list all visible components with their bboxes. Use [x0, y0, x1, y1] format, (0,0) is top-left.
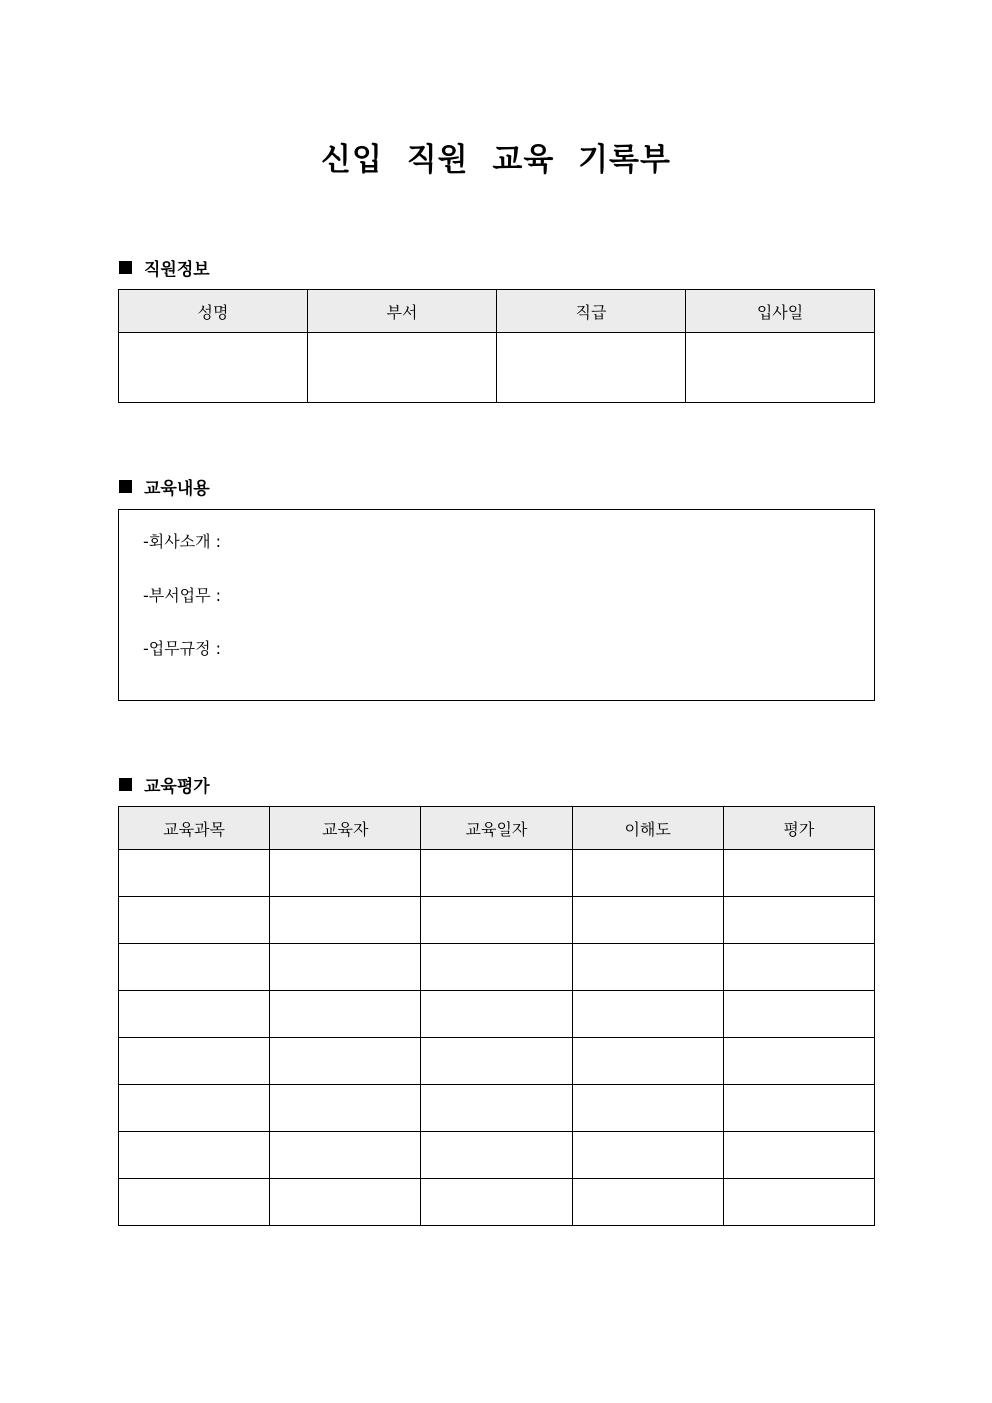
square-bullet-icon — [119, 778, 132, 791]
table-cell[interactable] — [421, 991, 572, 1038]
page-title: 신입 직원 교육 기록부 — [321, 142, 671, 178]
table-row — [119, 991, 875, 1038]
table-row — [119, 1038, 875, 1085]
table-row — [119, 897, 875, 944]
content-line-department-work: -부서업무 : — [143, 586, 222, 605]
square-bullet-icon — [119, 480, 132, 493]
table-cell[interactable] — [270, 944, 421, 991]
table-cell[interactable] — [270, 1085, 421, 1132]
table-cell[interactable] — [572, 1132, 723, 1179]
table-cell[interactable] — [270, 897, 421, 944]
table-cell[interactable] — [119, 1132, 270, 1179]
table-header-row — [119, 290, 875, 333]
table-row — [119, 850, 875, 897]
table-cell[interactable] — [572, 897, 723, 944]
table-header-row — [119, 807, 875, 850]
table-cell[interactable] — [572, 1179, 723, 1226]
table-row — [119, 333, 875, 403]
table-cell[interactable] — [119, 1038, 270, 1085]
evaluation-table-body — [119, 850, 875, 1226]
department-cell[interactable] — [308, 333, 497, 403]
table-cell[interactable] — [270, 1179, 421, 1226]
column-header-evaluation: 평가 — [723, 807, 874, 850]
table-cell[interactable] — [421, 1132, 572, 1179]
table-cell[interactable] — [119, 897, 270, 944]
content-line-work-rules: -업무규정 : — [143, 639, 222, 658]
position-cell[interactable] — [497, 333, 686, 403]
table-cell[interactable] — [572, 1085, 723, 1132]
table-cell[interactable] — [723, 944, 874, 991]
table-cell[interactable] — [421, 1038, 572, 1085]
table-cell[interactable] — [421, 897, 572, 944]
square-bullet-icon — [119, 261, 132, 274]
column-header-name: 성명 — [119, 290, 308, 333]
table-cell[interactable] — [723, 1085, 874, 1132]
table-cell[interactable] — [270, 991, 421, 1038]
section-heading-training-content — [119, 474, 210, 499]
table-cell[interactable] — [119, 944, 270, 991]
table-cell[interactable] — [572, 944, 723, 991]
column-header-trainer: 교육자 — [270, 807, 421, 850]
table-cell[interactable] — [119, 991, 270, 1038]
table-row — [119, 944, 875, 991]
table-cell[interactable] — [270, 1038, 421, 1085]
table-cell[interactable] — [572, 850, 723, 897]
column-header-training-date: 교육일자 — [421, 807, 572, 850]
section-heading-label: 교육내용 — [144, 479, 210, 499]
table-cell[interactable] — [723, 991, 874, 1038]
table-cell[interactable] — [421, 1179, 572, 1226]
table-cell[interactable] — [119, 1179, 270, 1226]
column-header-understanding: 이해도 — [572, 807, 723, 850]
table-cell[interactable] — [421, 1085, 572, 1132]
name-cell[interactable] — [119, 333, 308, 403]
table-cell[interactable] — [723, 850, 874, 897]
table-cell[interactable] — [723, 897, 874, 944]
table-row — [119, 1179, 875, 1226]
section-heading-label: 교육평가 — [144, 777, 210, 797]
column-header-department: 부서 — [308, 290, 497, 333]
table-cell[interactable] — [270, 1132, 421, 1179]
table-cell[interactable] — [572, 991, 723, 1038]
table-row — [119, 1132, 875, 1179]
hire-date-cell[interactable] — [686, 333, 875, 403]
table-cell[interactable] — [723, 1038, 874, 1085]
content-line-company-intro: -회사소개 : — [143, 532, 222, 551]
table-cell[interactable] — [119, 850, 270, 897]
table-cell[interactable] — [421, 944, 572, 991]
table-cell[interactable] — [119, 1085, 270, 1132]
table-cell[interactable] — [572, 1038, 723, 1085]
section-heading-label: 직원정보 — [144, 260, 210, 280]
training-content-box[interactable] — [118, 509, 875, 701]
table-cell[interactable] — [723, 1179, 874, 1226]
column-header-subject: 교육과목 — [119, 807, 270, 850]
employee-info-table — [118, 289, 875, 403]
section-heading-training-evaluation — [119, 772, 210, 797]
table-cell[interactable] — [421, 850, 572, 897]
column-header-position: 직급 — [497, 290, 686, 333]
training-evaluation-table — [118, 806, 875, 1226]
table-row — [119, 1085, 875, 1132]
table-cell[interactable] — [723, 1132, 874, 1179]
column-header-hire-date: 입사일 — [686, 290, 875, 333]
section-heading-employee-info — [119, 255, 210, 280]
table-cell[interactable] — [270, 850, 421, 897]
